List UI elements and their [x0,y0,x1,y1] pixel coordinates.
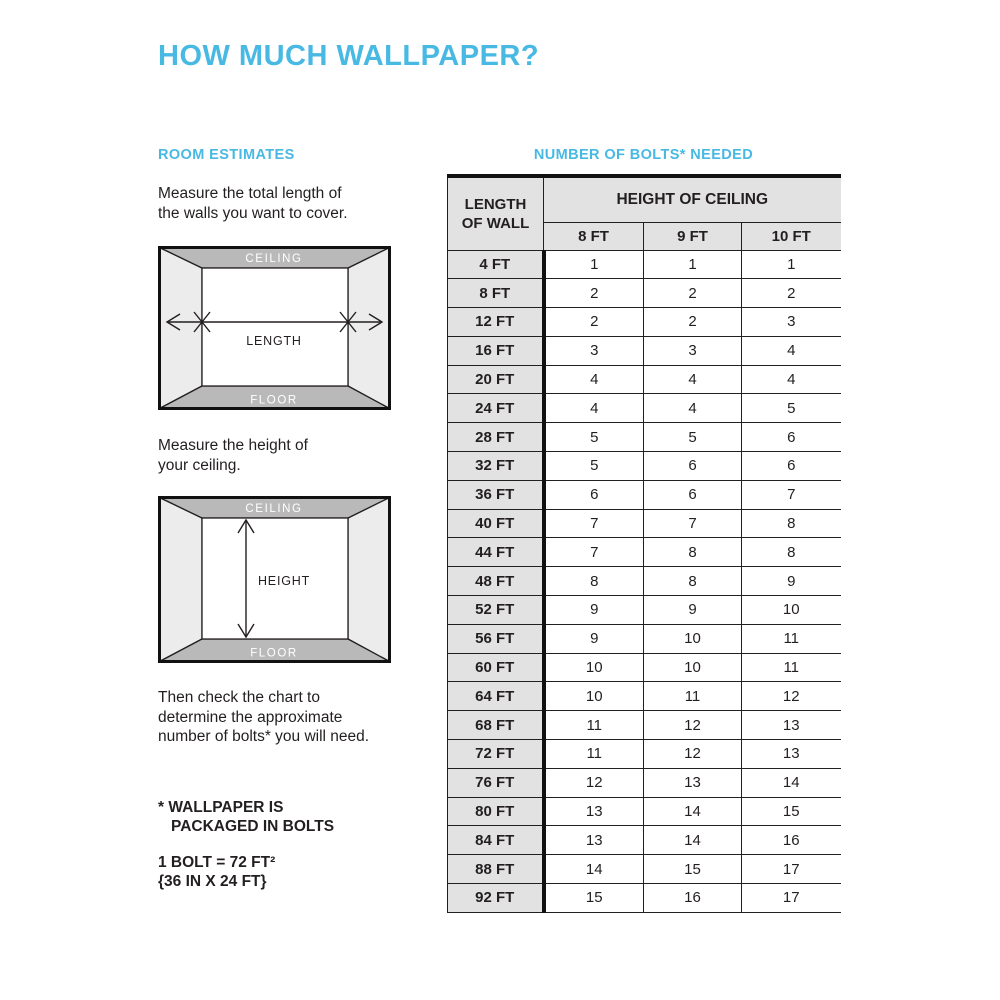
bolt-count-cell: 13 [644,768,742,797]
bolt-count-cell: 9 [644,596,742,625]
left-wall-panel [160,248,203,409]
wall-length-cell: 20 FT [448,365,544,394]
bolt-count-cell: 8 [644,538,742,567]
bolt-count-cell: 14 [644,826,742,855]
wall-length-cell: 8 FT [448,279,544,308]
wall-length-cell: 44 FT [448,538,544,567]
bolt-count-cell: 2 [644,308,742,337]
bolt-count-cell: 10 [644,624,742,653]
footnote-line: PACKAGED IN BOLTS [171,818,335,835]
ceiling-10ft-header: 10 FT [742,222,841,250]
table-row [448,509,841,538]
table-row [448,279,841,308]
bolt-count-cell: 15 [742,797,841,826]
table-row [448,452,841,481]
bolt-count-cell: 15 [544,884,644,913]
table-row [448,480,841,509]
room-length-diagram [158,246,391,410]
left-wall-panel [160,498,203,662]
room-estimates-section [158,147,426,892]
bolts-table-body [448,250,841,912]
instruction-measure-height [158,436,426,475]
bolt-count-cell: 6 [742,452,841,481]
wall-length-cell: 92 FT [448,884,544,913]
length-of-wall-line: OF WALL [461,214,530,232]
bolt-count-cell: 3 [544,336,644,365]
wall-length-cell: 28 FT [448,423,544,452]
length-measure-label: LENGTH [246,334,302,348]
room-height-diagram [158,496,391,663]
bolt-count-cell: 13 [544,797,644,826]
instruction-line: your ceiling. [158,456,241,474]
wall-length-cell: 76 FT [448,768,544,797]
wall-length-cell: 84 FT [448,826,544,855]
table-row [448,826,841,855]
bolt-equals: 1 BOLT = 72 FT² [158,853,276,871]
bolt-count-cell: 7 [742,480,841,509]
table-row [448,884,841,913]
bolt-count-cell: 8 [742,538,841,567]
length-of-wall-line: LENGTH [464,195,527,213]
bolt-count-cell: 3 [644,336,742,365]
bolt-count-cell: 10 [544,682,644,711]
instruction-line: the walls you want to cover. [158,204,348,222]
bolt-count-cell: 6 [742,423,841,452]
bolt-count-cell: 9 [544,596,644,625]
bolt-count-cell: 12 [742,682,841,711]
wall-length-cell: 80 FT [448,797,544,826]
bolt-size-info [158,853,426,892]
wall-length-cell: 88 FT [448,855,544,884]
table-row [448,624,841,653]
wall-length-cell: 12 FT [448,308,544,337]
bolt-count-cell: 2 [742,279,841,308]
bolt-count-cell: 12 [544,768,644,797]
instruction-line: number of bolts* you will need. [158,728,370,745]
table-row [448,740,841,769]
table-header-row [448,176,841,222]
ceiling-label: CEILING [245,503,303,515]
bolt-count-cell: 13 [544,826,644,855]
right-wall-panel [348,248,390,409]
table-row [448,711,841,740]
table-row [448,768,841,797]
bolt-count-cell: 4 [544,394,644,423]
height-measure-label: HEIGHT [257,574,311,588]
bolt-count-cell: 4 [742,336,841,365]
bolt-count-cell: 8 [742,509,841,538]
wall-length-cell: 24 FT [448,394,544,423]
bolt-count-cell: 10 [544,653,644,682]
wall-length-cell: 32 FT [448,452,544,481]
bolt-count-cell: 5 [742,394,841,423]
bolt-count-cell: 14 [544,855,644,884]
bolt-count-cell: 16 [742,826,841,855]
wall-length-cell: 56 FT [448,624,544,653]
ceiling-8ft-header: 8 FT [544,222,644,250]
bolt-count-cell: 8 [644,567,742,596]
wall-length-cell: 16 FT [448,336,544,365]
bolt-count-cell: 4 [644,365,742,394]
floor-label: FLOOR [250,647,298,660]
bolt-count-cell: 3 [742,308,841,337]
ceiling-9ft-header: 9 FT [644,222,742,250]
bolt-count-cell: 7 [544,538,644,567]
height-of-ceiling-header: HEIGHT OF CEILING [544,176,841,222]
bolt-count-cell: 4 [644,394,742,423]
table-row [448,336,841,365]
bolts-table-section [447,147,840,913]
back-wall [202,268,348,386]
bolt-count-cell: 13 [742,711,841,740]
bolt-count-cell: 15 [644,855,742,884]
wall-length-cell: 40 FT [448,509,544,538]
bolt-count-cell: 12 [644,711,742,740]
table-row [448,596,841,625]
instruction-check-chart [158,688,426,747]
bolt-count-cell: 9 [742,567,841,596]
table-row [448,653,841,682]
bolt-count-cell: 11 [544,711,644,740]
wall-length-cell: 64 FT [448,682,544,711]
instruction-line: Measure the height of [158,437,308,454]
bolt-count-cell: 11 [742,624,841,653]
bolt-count-cell: 4 [742,365,841,394]
bolt-count-cell: 6 [644,480,742,509]
wall-length-cell: 68 FT [448,711,544,740]
bolt-count-cell: 14 [742,768,841,797]
bolt-dimensions: {36 IN X 24 FT} [158,873,267,890]
wall-length-cell: 48 FT [448,567,544,596]
bolt-count-cell: 11 [544,740,644,769]
bolt-count-cell: 2 [644,279,742,308]
bolt-count-cell: 10 [644,653,742,682]
room-estimates-heading: ROOM ESTIMATES [158,147,295,163]
instruction-line: determine the approximate [158,708,343,726]
table-row [448,682,841,711]
bolt-count-cell: 12 [644,740,742,769]
bolt-count-cell: 17 [742,855,841,884]
bolt-count-cell: 9 [544,624,644,653]
bolt-count-cell: 5 [644,423,742,452]
bolt-count-cell: 8 [544,567,644,596]
bolt-count-cell: 1 [742,250,841,279]
bolt-count-cell: 17 [742,884,841,913]
bolt-count-cell: 4 [544,365,644,394]
bolt-count-cell: 10 [742,596,841,625]
bolt-count-cell: 1 [644,250,742,279]
bolt-count-cell: 11 [742,653,841,682]
bolt-count-cell: 13 [742,740,841,769]
instruction-line: Measure the total length of [158,185,342,202]
wall-length-cell: 72 FT [448,740,544,769]
table-row [448,308,841,337]
bolt-count-cell: 14 [644,797,742,826]
bolts-needed-heading: NUMBER OF BOLTS* NEEDED [533,147,754,163]
table-row [448,250,841,279]
page-title: HOW MUCH WALLPAPER? [158,40,540,72]
bolt-count-cell: 5 [544,423,644,452]
table-row [448,855,841,884]
bolt-count-cell: 6 [644,452,742,481]
bolt-count-cell: 2 [544,308,644,337]
wall-length-cell: 60 FT [448,653,544,682]
footnote-line: * WALLPAPER IS [158,798,284,816]
wallpaper-bolts-footnote [158,798,426,837]
bolt-count-cell: 16 [644,884,742,913]
bolt-count-cell: 2 [544,279,644,308]
wall-length-cell: 52 FT [448,596,544,625]
bolt-count-cell: 7 [644,509,742,538]
table-row [448,567,841,596]
floor-label: FLOOR [250,394,298,407]
bolt-count-cell: 11 [644,682,742,711]
table-row [448,538,841,567]
bolt-count-cell: 1 [544,250,644,279]
table-row [448,423,841,452]
wall-length-cell: 36 FT [448,480,544,509]
table-row [448,797,841,826]
instruction-line: Then check the chart to [158,689,320,706]
instruction-measure-length [158,184,426,223]
ceiling-label: CEILING [245,253,303,265]
wall-length-cell: 4 FT [448,250,544,279]
bolt-count-cell: 5 [544,452,644,481]
bolt-count-cell: 7 [544,509,644,538]
bolts-table [447,174,841,913]
length-of-wall-header [448,176,544,250]
table-row [448,365,841,394]
right-wall-panel [348,498,390,662]
bolt-count-cell: 6 [544,480,644,509]
table-row [448,394,841,423]
